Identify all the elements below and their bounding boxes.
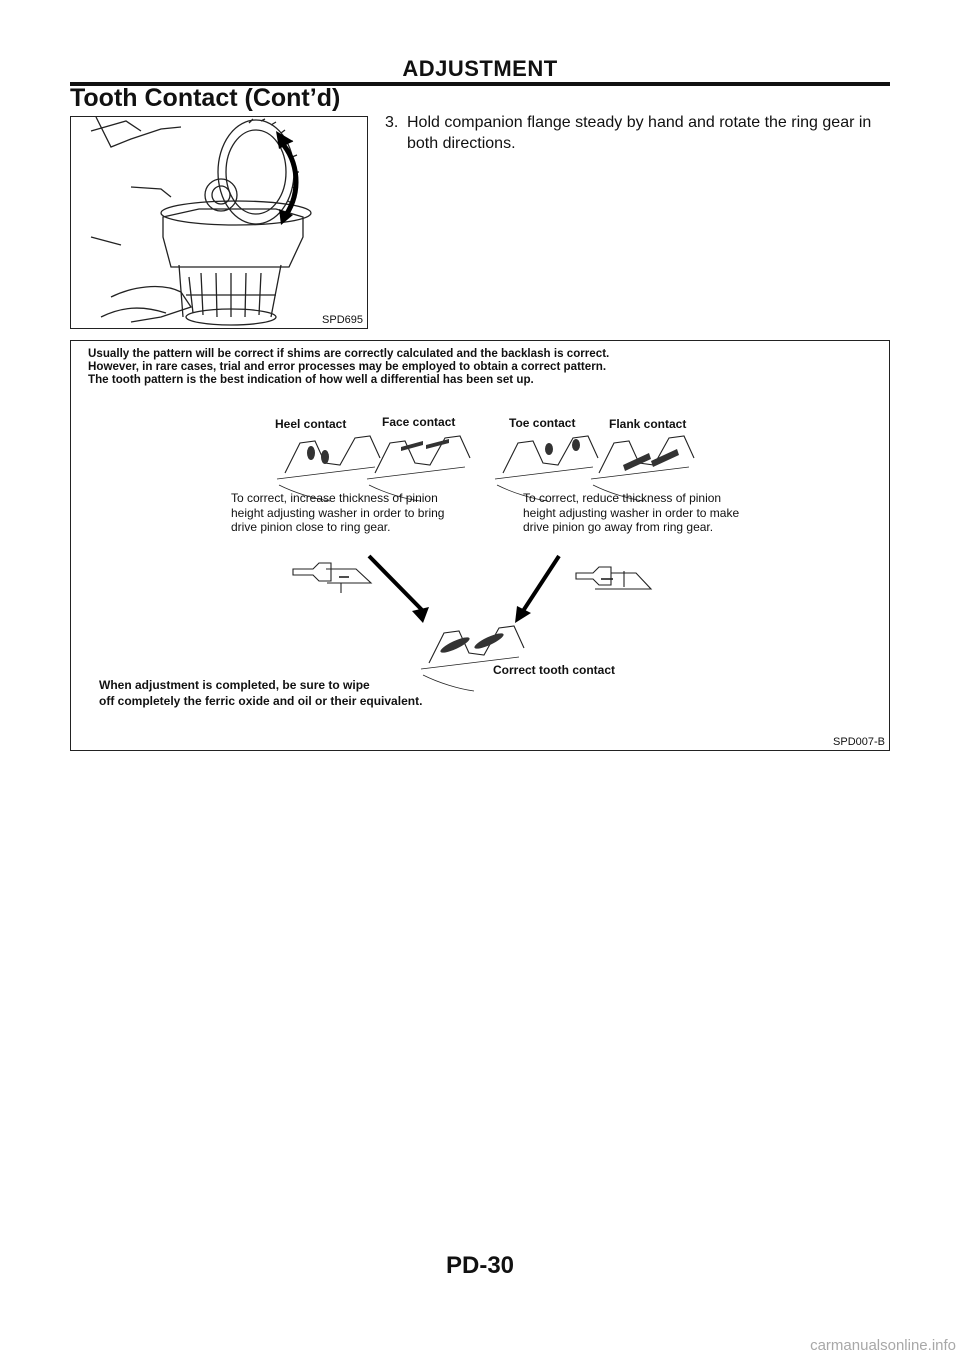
page-subtitle: Tooth Contact (Cont’d) <box>70 84 341 112</box>
correction-reduce-text <box>523 491 739 535</box>
intro-line: Usually the pattern will be correct if shims are correctly calculated and the backlash is correct. <box>88 347 610 360</box>
toe-contact-label: Toe contact <box>509 416 576 430</box>
arrow-to-correct-contact <box>369 556 559 623</box>
differential-rotation-illustration <box>71 117 367 328</box>
procedure-step <box>385 112 890 154</box>
heel-contact-label: Heel contact <box>275 417 347 431</box>
correction-line: drive pinion close to ring gear. <box>231 520 391 534</box>
correction-increase-text <box>231 491 444 535</box>
page-number: PD-30 <box>445 1252 515 1279</box>
tooth-contact-diagram <box>70 340 890 751</box>
correction-line: To correct, reduce thickness of pinion <box>523 491 722 505</box>
completion-line: When adjustment is completed, be sure to wipe <box>99 678 370 692</box>
photo-illustration <box>70 116 368 329</box>
step-text: Hold companion flange steady by hand and rotate the ring gear in both directions. <box>407 114 872 152</box>
correction-line: drive pinion go away from ring gear. <box>523 520 714 534</box>
pinion-move-out-symbol <box>576 567 651 589</box>
correct-contact-label: Correct tooth contact <box>493 663 616 677</box>
intro-line: The tooth pattern is the best indication of how well a differential has been set up. <box>88 373 534 386</box>
section-title: ADJUSTMENT <box>402 56 558 81</box>
diagram-intro <box>88 347 609 386</box>
watermark: carmanualsonline.info <box>810 1337 956 1354</box>
correction-line: To correct, increase thickness of pinion <box>231 491 438 505</box>
pinion-move-in-symbol <box>293 563 371 593</box>
correction-line: height adjusting washer in order to make <box>523 505 740 520</box>
correct-contact-tooth <box>421 626 524 691</box>
step-number: 3. <box>385 114 399 131</box>
face-contact-label: Face contact <box>382 415 456 429</box>
correction-line: height adjusting washer in order to bring <box>231 505 445 520</box>
completion-line: off completely the ferric oxide and oil or their equivalent. <box>99 694 423 708</box>
flank-contact-label: Flank contact <box>609 417 687 431</box>
photo-figure-code: SPD695 <box>322 314 363 326</box>
intro-line: However, in rare cases, trial and error processes may be employed to obtain a correct pattern. <box>88 360 607 373</box>
completion-note <box>99 677 422 709</box>
diagram-figure-code: SPD007-B <box>833 736 885 748</box>
